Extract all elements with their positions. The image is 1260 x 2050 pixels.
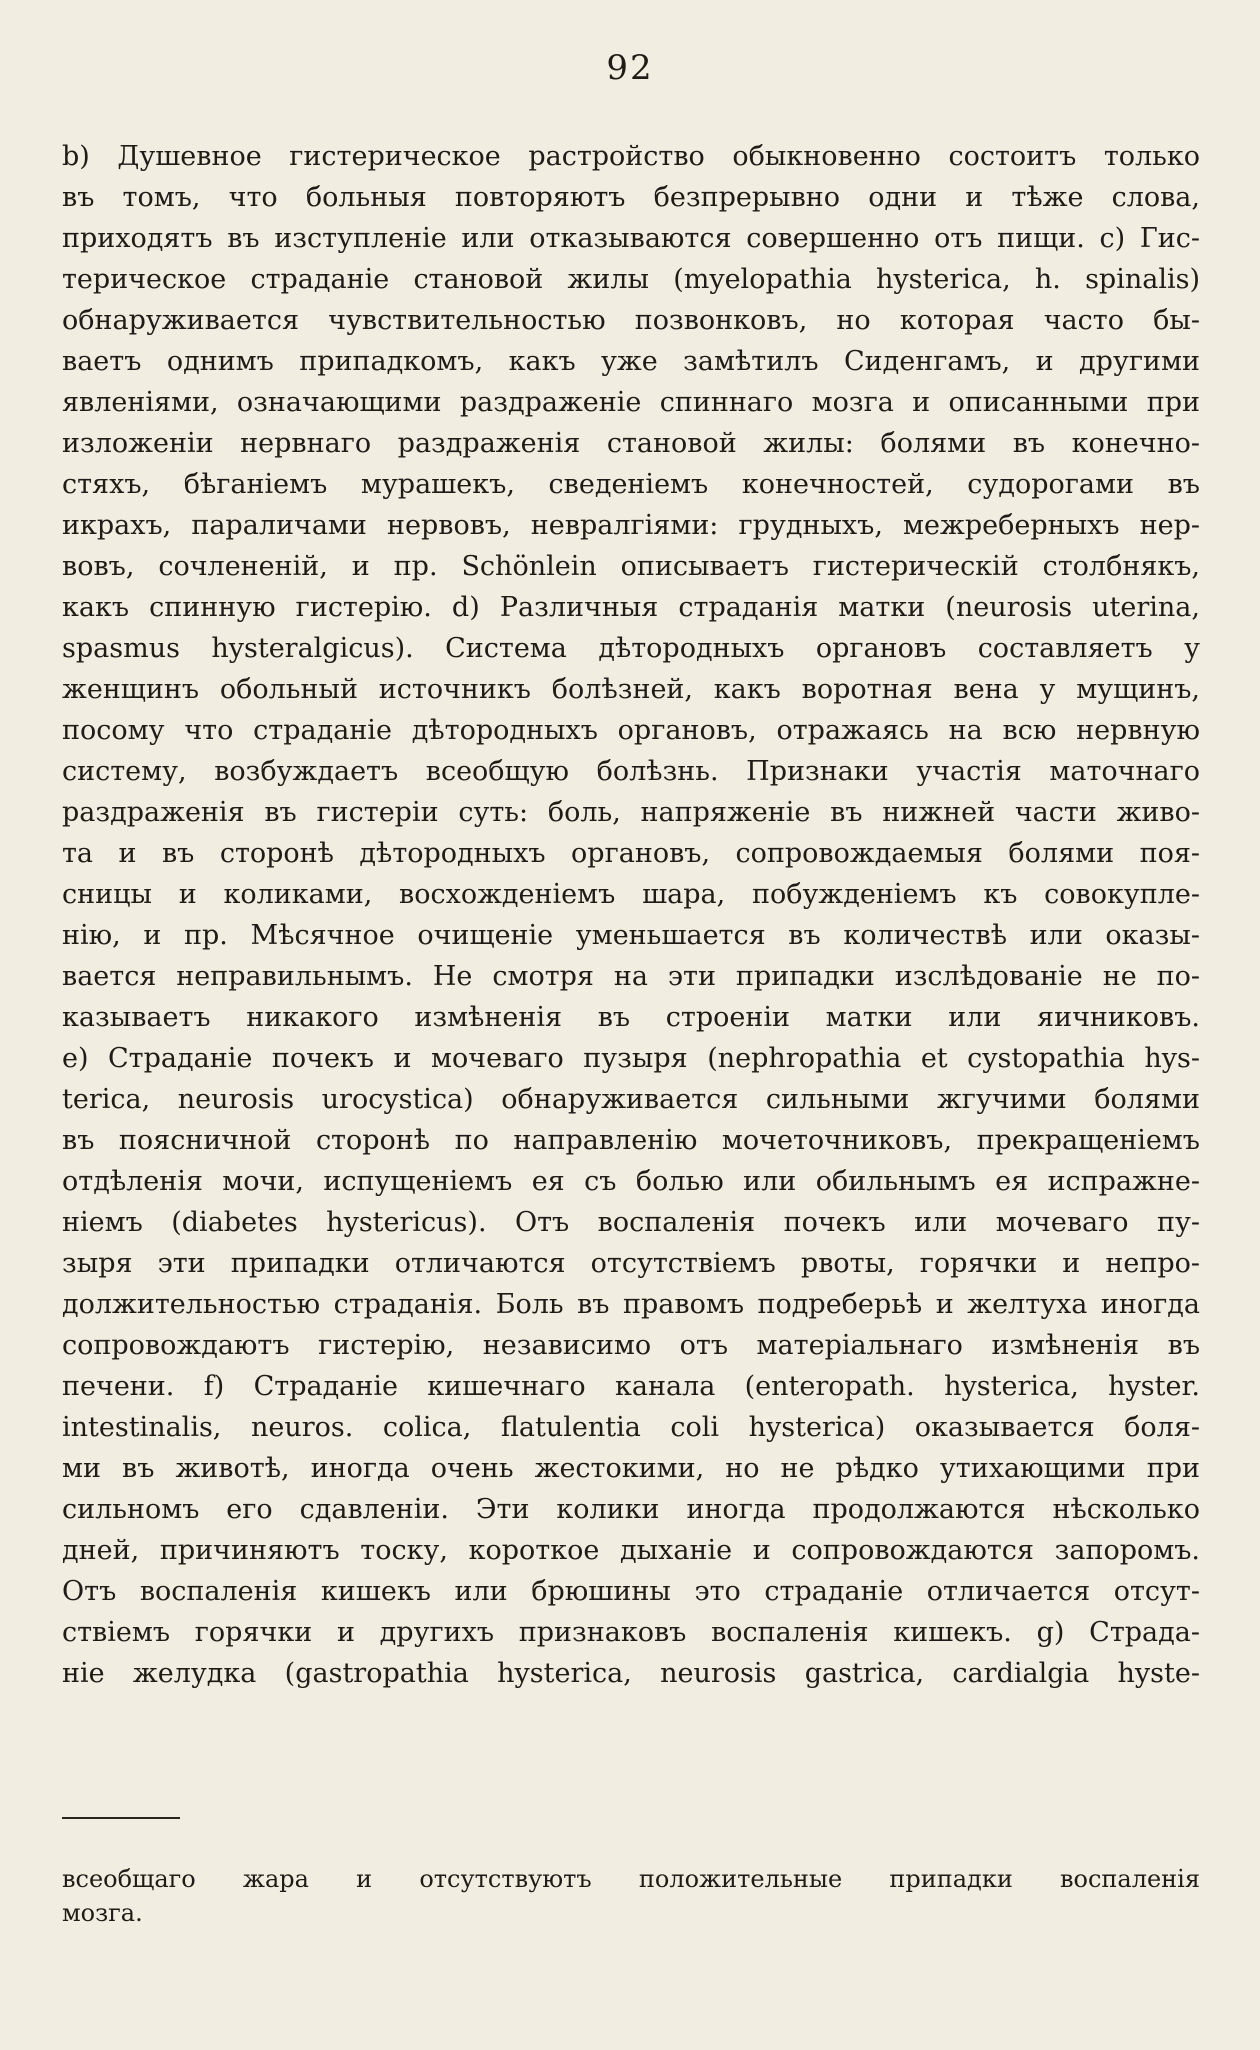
text-line: та и въ сторонѣ дѣтородныхъ органовъ, сопровождаемыя болями поя- <box>62 838 1200 869</box>
text-line: икрахъ, параличами нервовъ, невралгіями: грудныхъ, межреберныхъ нер- <box>62 510 1200 541</box>
text-line: сопровождаютъ гистерію, независимо отъ матеріальнаго измѣненія въ <box>62 1330 1200 1361</box>
text-line: spasmus hysteralgicus). Система дѣтородныхъ органовъ составляетъ у <box>62 633 1200 664</box>
text-line: Отъ воспаленія кишекъ или брюшины это страданіе отличается отсут- <box>62 1576 1200 1607</box>
text-line: b) Душевное гистерическое растройство обыкновенно состоитъ только <box>62 141 1200 172</box>
text-line: должительностью страданія. Боль въ правомъ подреберьѣ и желтуха иногда <box>62 1289 1200 1320</box>
text-line: отдѣленія мочи, испущеніемъ ея съ болью или обильнымъ ея испражне- <box>62 1166 1200 1197</box>
text-line: intestinalis, neuros. colica, flatulentia coli hysterica) оказывается боля- <box>62 1412 1200 1443</box>
body-text <box>62 136 1200 1694</box>
text-line: зыря эти припадки отличаются отсутствіемъ рвоты, горячки и непро- <box>62 1248 1200 1279</box>
text-line: ми въ животѣ, иногда очень жестокими, но не рѣдко утихающими при <box>62 1453 1200 1484</box>
text-line: ваетъ однимъ припадкомъ, какъ уже замѣтилъ Сиденгамъ, и другими <box>62 346 1200 377</box>
text-line: раздраженія въ гистеріи суть: боль, напряженіе въ нижней части живо- <box>62 797 1200 828</box>
text-line: дней, причиняютъ тоску, короткое дыханіе и сопровождаются запоромъ. <box>62 1535 1200 1566</box>
text-line: въ томъ, что больныя повторяютъ безпрерывно одни и тѣже слова, <box>62 182 1200 213</box>
text-line: e) Страданіе почекъ и мочеваго пузыря (nephropathia et cystopathia hys- <box>62 1043 1200 1074</box>
text-line: ствіемъ горячки и другихъ признаковъ воспаленія кишекъ. g) Страда- <box>62 1617 1200 1648</box>
text-line: систему, возбуждаетъ всеобщую болѣзнь. Признаки участія маточнаго <box>62 756 1200 787</box>
text-line: ніе желудка (gastropathia hysterica, neurosis gastrica, cardialgia hyste- <box>62 1658 1200 1689</box>
text-line: terica, neurosis urocystica) обнаруживается сильными жгучими болями <box>62 1084 1200 1115</box>
text-line: посому что страданіе дѣтородныхъ органовъ, отражаясь на всю нервную <box>62 715 1200 746</box>
text-line: въ поясничной сторонѣ по направленію мочеточниковъ, прекращеніемъ <box>62 1125 1200 1156</box>
text-line: явленіями, означающими раздраженіе спиннаго мозга и описанными при <box>62 387 1200 418</box>
text-line: сницы и коликами, восхожденіемъ шара, побужденіемъ къ совокупле- <box>62 879 1200 910</box>
text-line: казываетъ никакого измѣненія въ строеніи матки или яичниковъ. <box>62 1002 1200 1033</box>
text-line: терическое страданіе становой жилы (myelopathia hysterica, h. spinalis) <box>62 264 1200 295</box>
text-line: какъ спинную гистерію. d) Различныя страданія матки (neurosis uterina, <box>62 592 1200 623</box>
text-line: вается неправильнымъ. Не смотря на эти припадки изслѣдованіе не по- <box>62 961 1200 992</box>
footnote <box>62 1862 1200 1930</box>
footnote-divider <box>62 1817 180 1819</box>
footnote-line: мозга. <box>62 1899 143 1927</box>
text-line: приходятъ въ изступленіе или отказываются совершенно отъ пищи. с) Гис- <box>62 223 1200 254</box>
text-line: изложеніи нервнаго раздраженія становой жилы: болями въ конечно- <box>62 428 1200 459</box>
text-line: нію, и пр. Мѣсячное очищеніе уменьшается въ количествѣ или оказы- <box>62 920 1200 951</box>
text-line: обнаруживается чувствительностью позвонковъ, но которая часто бы- <box>62 305 1200 336</box>
text-line: сильномъ его сдавленіи. Эти колики иногда продолжаются нѣсколько <box>62 1494 1200 1525</box>
text-line: вовъ, сочлененій, и пр. Schönlein описываетъ гистерическій столбнякъ, <box>62 551 1200 582</box>
text-line: стяхъ, бѣганіемъ мурашекъ, сведеніемъ конечностей, судорогами въ <box>62 469 1200 500</box>
footnote-line: всеобщаго жара и отсутствуютъ положительные припадки воспаленія <box>62 1865 1200 1893</box>
text-line: печени. f) Страданіе кишечнаго канала (enteropath. hysterica, hyster. <box>62 1371 1200 1402</box>
text-line: ніемъ (diabetes hystericus). Отъ воспаленія почекъ или мочеваго пу- <box>62 1207 1200 1238</box>
text-line: женщинъ обольный источникъ болѣзней, какъ воротная вена у мущинъ, <box>62 674 1200 705</box>
page-number: 92 <box>606 48 654 88</box>
